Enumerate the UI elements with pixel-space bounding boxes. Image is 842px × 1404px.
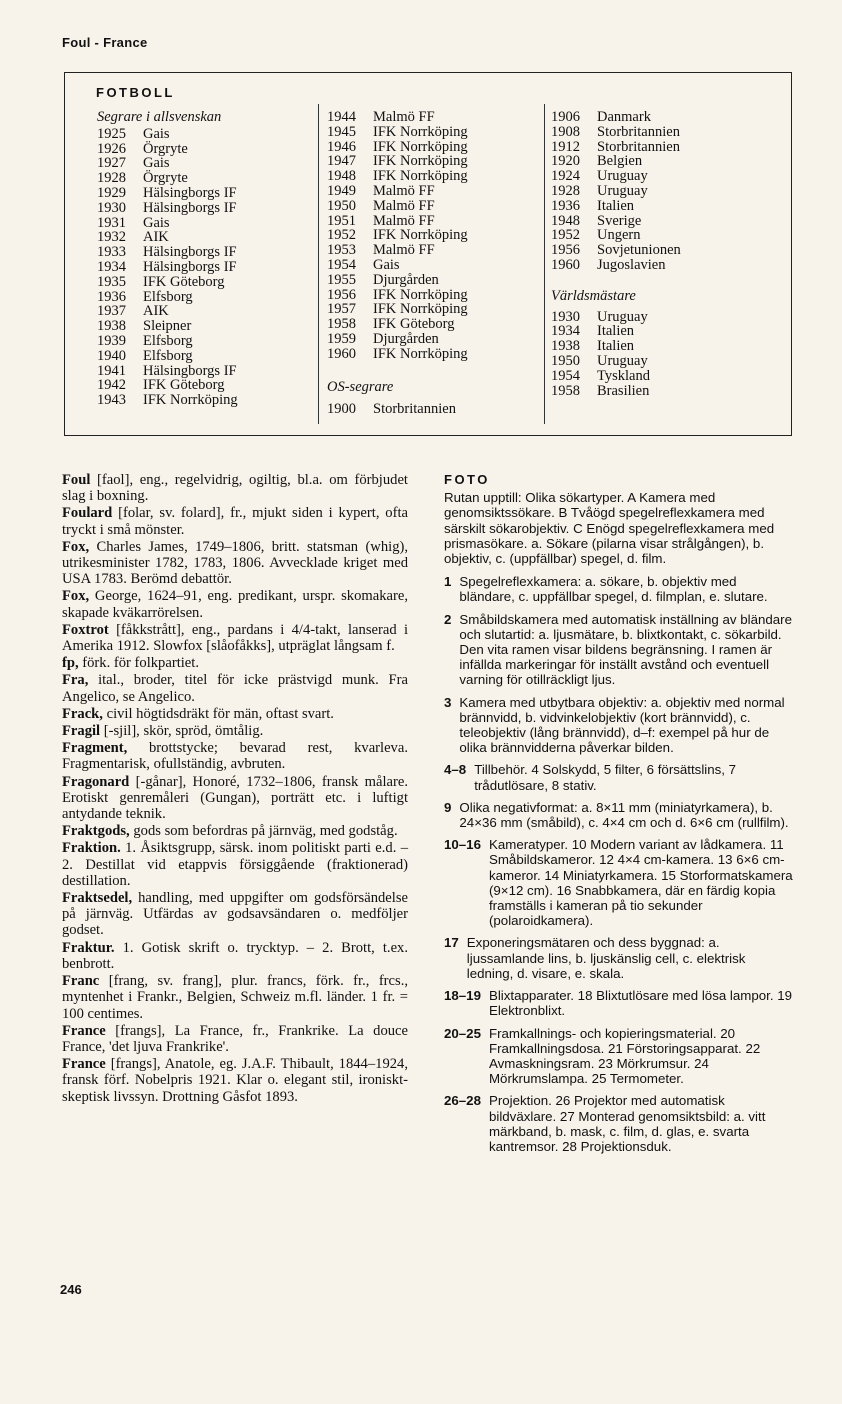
item-text: Exponeringsmätaren och dess byggnad: a. ljussamlande lins, b. ljuskänslig cell, c. elektrisk ledning, d. visare, e. skala. xyxy=(466,935,746,981)
winner-row xyxy=(97,201,238,216)
year: 1934 xyxy=(97,258,126,275)
winner-row xyxy=(97,349,238,364)
year: 1949 xyxy=(327,182,356,199)
item-number: 10–16 xyxy=(444,837,481,853)
foto-item xyxy=(444,574,794,604)
winner-row xyxy=(551,228,681,243)
team-name: Hälsingborgs IF xyxy=(143,199,237,216)
column-subtitle: Världsmästare xyxy=(551,287,636,304)
team-name: Gais xyxy=(373,256,400,273)
entry-headword: Fox, xyxy=(62,538,90,555)
winners-list xyxy=(551,110,681,273)
year: 1955 xyxy=(327,271,356,288)
entry-headword: Fra, xyxy=(62,672,89,689)
item-number: 17 xyxy=(444,935,459,951)
team-name: Djurgården xyxy=(373,330,439,347)
team-name: Sovjetunionen xyxy=(597,242,681,259)
year: 1935 xyxy=(97,273,126,290)
entry-definition: förk. för folkpartiet. xyxy=(78,655,199,672)
entry-headword: Fraktgods, xyxy=(62,823,130,840)
dictionary-entry xyxy=(62,472,408,504)
winner-row xyxy=(551,169,681,184)
team-name: Jugoslavien xyxy=(597,256,666,273)
year: 1960 xyxy=(551,256,580,273)
winner-row xyxy=(327,125,468,140)
year: 1920 xyxy=(551,153,580,170)
team-name: IFK Norrköping xyxy=(373,153,468,170)
foto-item xyxy=(444,1093,794,1154)
item-text: Kameratyper. 10 Modern variant av lådkamera. 11 Småbildskameror. 12 4×4 cm-kamera. 13 6×6 cm-kameror. 14 Miniatyrkamera. 15 Storformatskamera (9×12 cm). 16 Snabbkamera, där en färdig kopia framställs i kameran på tio sekunder (polaroidkamera). xyxy=(488,837,793,929)
entry-definition: [faol], eng., regelvidrig, ogiltig, bl.a. om förbjudet slag i boxning. xyxy=(62,472,408,505)
allsvenskan-column-continued xyxy=(327,110,468,417)
winner-row xyxy=(327,302,468,317)
dictionary-entry xyxy=(62,539,408,588)
entry-definition: 1. Gotisk skrift o. trycktyp. – 2. Brott, t.ex. benbrott. xyxy=(62,939,408,972)
entry-headword: Fragonard xyxy=(62,773,130,790)
year: 1946 xyxy=(327,138,356,155)
year: 1953 xyxy=(327,242,356,259)
entry-headword: Fraktion. xyxy=(62,840,121,857)
entry-headword: Foxtrot xyxy=(62,621,109,638)
entry-headword: Frack, xyxy=(62,705,103,722)
winners-list xyxy=(97,127,238,408)
dictionary-entry xyxy=(62,1056,408,1105)
team-name: Malmö FF xyxy=(373,212,435,229)
winner-row xyxy=(97,378,238,393)
winner-row xyxy=(551,184,681,199)
team-name: Elfsborg xyxy=(143,347,193,364)
entry-headword: Foulard xyxy=(62,505,113,522)
year: 1956 xyxy=(551,242,580,259)
winner-row xyxy=(327,243,468,258)
team-name: Uruguay xyxy=(597,308,648,325)
team-name: Hälsingborgs IF xyxy=(143,244,237,261)
entry-headword: Fox, xyxy=(62,588,90,605)
winner-row xyxy=(327,169,468,184)
team-name: Malmö FF xyxy=(373,109,435,125)
entry-definition: [-gånar], Honoré, 1732–1806, fransk målare. Erotiskt genremåleri (Gungan), porträtt etc. i luftigt antydande teknik. xyxy=(62,773,408,823)
year: 1940 xyxy=(97,347,126,364)
column-divider xyxy=(318,104,319,424)
team-name: IFK Norrköping xyxy=(373,123,468,140)
team-name: IFK Norrköping xyxy=(373,286,468,303)
foto-item xyxy=(444,695,794,756)
column-subtitle: OS-segrare xyxy=(327,378,394,395)
year: 1924 xyxy=(551,168,580,185)
entry-definition: brottstycke; bevarad rest, kvarleva. Fragmentarisk, ofullständig, avbruten. xyxy=(62,740,408,773)
year: 1954 xyxy=(551,367,580,384)
winner-row xyxy=(327,273,468,288)
team-name: IFK Norrköping xyxy=(373,345,468,362)
item-number: 26–28 xyxy=(444,1093,481,1109)
item-number: 20–25 xyxy=(444,1025,481,1041)
team-name: Malmö FF xyxy=(373,242,435,259)
year: 1926 xyxy=(97,140,126,157)
winner-row xyxy=(97,364,238,379)
team-name: Gais xyxy=(143,125,170,142)
year: 1933 xyxy=(97,244,126,261)
entry-definition: handling, med uppgifter om godsförsändelse på järnväg. Utfärdas av godsavsändaren o. medföljer godset. xyxy=(62,890,408,939)
team-name: Tyskland xyxy=(597,367,650,384)
column-divider xyxy=(544,104,545,424)
year: 1943 xyxy=(97,392,126,409)
item-number: 3 xyxy=(444,694,452,710)
item-text: Blixtapparater. 18 Blixtutlösare med lösa lampor. 19 Elektronblixt. xyxy=(488,988,793,1019)
dictionary-entry xyxy=(62,655,408,671)
team-name: Djurgården xyxy=(373,271,439,288)
entry-headword: France xyxy=(62,1056,106,1073)
winners-list xyxy=(327,402,468,417)
winners-list xyxy=(327,110,468,362)
entry-definition: [-sjil], skör, spröd, ömtålig. xyxy=(100,723,264,740)
team-name: IFK Göteborg xyxy=(143,377,225,394)
winner-row xyxy=(97,142,238,157)
winner-row xyxy=(551,199,681,214)
dictionary-entry xyxy=(62,973,408,1022)
dictionary-entry xyxy=(62,823,408,839)
winner-row xyxy=(327,258,468,273)
foto-items xyxy=(444,574,794,1154)
dictionary-entry xyxy=(62,723,408,739)
year: 1927 xyxy=(97,155,126,172)
winner-row xyxy=(327,347,468,362)
team-name: AIK xyxy=(143,229,169,246)
dictionary-entry xyxy=(62,890,408,939)
year: 1929 xyxy=(97,184,126,201)
team-name: Storbritannien xyxy=(597,123,680,140)
year: 1928 xyxy=(551,182,580,199)
year: 1948 xyxy=(327,168,356,185)
winner-row xyxy=(97,127,238,142)
winner-row xyxy=(97,171,238,186)
entry-definition: [fåkkstrått], eng., pardans i 4/4-takt, lanserad i Amerika 1912. Slowfox [slåofåkks], utpräglat långsam f. xyxy=(62,621,408,655)
team-name: Storbritannien xyxy=(597,138,680,155)
team-name: Malmö FF xyxy=(373,197,435,214)
team-name: Uruguay xyxy=(597,182,648,199)
dictionary-entry xyxy=(62,706,408,722)
winner-row xyxy=(551,369,681,384)
entry-definition: ital., broder, titel för icke prästvigd munk. Fra Angelico, se Angelico. xyxy=(62,672,408,705)
year: 1937 xyxy=(97,303,126,320)
winner-row xyxy=(327,140,468,155)
year: 1936 xyxy=(551,197,580,214)
year: 1938 xyxy=(97,318,126,335)
foto-item xyxy=(444,800,794,830)
foto-item xyxy=(444,988,794,1018)
team-name: IFK Norrköping xyxy=(143,392,238,409)
page-number: 246 xyxy=(60,1282,82,1297)
entry-headword: France xyxy=(62,1022,106,1039)
winner-row xyxy=(327,402,468,417)
winner-row xyxy=(551,243,681,258)
team-name: Hälsingborgs IF xyxy=(143,184,237,201)
winner-row xyxy=(97,216,238,231)
dictionary-entry xyxy=(62,672,408,704)
dictionary-entry xyxy=(62,588,408,620)
team-name: Elfsborg xyxy=(143,332,193,349)
winner-row xyxy=(97,393,238,408)
dictionary-entry xyxy=(62,940,408,972)
dictionary-entry xyxy=(62,622,408,654)
year: 1942 xyxy=(97,377,126,394)
winner-row xyxy=(551,110,681,125)
team-name: Danmark xyxy=(597,109,651,125)
team-name: Hälsingborgs IF xyxy=(143,258,237,275)
entry-definition: [folar, sv. folard], fr., mjukt siden i kypert, ofta tryckt i små mönster. xyxy=(62,505,408,538)
item-text: Småbildskamera med automatisk inställning av bländare och slutartid: a. ljusmätare, b. blixtkontakt, c. sökarbild. Den vita ramen visar bildens begränsning. I ramen är infällda markeringar för inställt avstånd och eventuell varning för otillräckligt ljus. xyxy=(459,611,792,688)
entry-definition: [frangs], La France, fr., Frankrike. La douce France, 'det ljuva Frankrike'. xyxy=(62,1022,408,1055)
year: 1951 xyxy=(327,212,356,229)
entry-headword: Fragil xyxy=(62,723,101,740)
year: 1958 xyxy=(551,382,580,399)
world-champions-column xyxy=(551,110,681,398)
item-text: Kamera med utbytbara objektiv: a. objektiv med normal brännvidd, b. vidvinkelobjektiv (kort brännvidd), c. teleobjektiv (lång brännvidd), d–f: exempel på hur de olika brännvidderna påverkar bilden. xyxy=(459,694,785,756)
winner-row xyxy=(551,354,681,369)
team-name: IFK Norrköping xyxy=(373,138,468,155)
team-name: IFK Göteborg xyxy=(143,273,225,290)
entry-headword: Fraktur. xyxy=(62,939,115,956)
team-name: Sverige xyxy=(597,212,642,229)
item-number: 1 xyxy=(444,574,452,590)
year: 1912 xyxy=(551,138,580,155)
year: 1956 xyxy=(327,286,356,303)
year: 1930 xyxy=(551,308,580,325)
year: 1944 xyxy=(327,109,356,125)
allsvenskan-column xyxy=(97,110,238,408)
dictionary-entry xyxy=(62,1023,408,1055)
entry-headword: Fragment, xyxy=(62,740,128,757)
entry-headword: Franc xyxy=(62,973,100,990)
winners-list xyxy=(551,310,681,399)
winner-row xyxy=(327,214,468,229)
item-text: Spegelreflexkamera: a. sökare, b. objektiv med bländare, c. uppfällbar spegel, d. filmplan, e. slutare. xyxy=(459,574,768,605)
team-name: Gais xyxy=(143,155,170,172)
item-text: Framkallnings- och kopieringsmaterial. 20 Framkallningsdosa. 21 Förstoringsapparat. 22 Avmaskningsram. 23 Mörkrumsur. 24 Mörkrumslampa. 25 Termometer. xyxy=(488,1025,761,1087)
winner-row xyxy=(97,275,238,290)
year: 1939 xyxy=(97,332,126,349)
team-name: Brasilien xyxy=(597,382,650,399)
item-number: 4–8 xyxy=(444,762,467,778)
year: 1945 xyxy=(327,123,356,140)
winner-row xyxy=(97,290,238,305)
winner-row xyxy=(551,324,681,339)
dictionary-entry xyxy=(62,840,408,889)
box-title: FOTBOLL xyxy=(96,85,175,100)
entry-definition: 1. Åsiktsgrupp, särsk. inom politiskt parti e.d. – 2. Destillat vid etappvis försiggående (fraktionerad) destillation. xyxy=(62,840,408,889)
year: 1934 xyxy=(551,323,580,340)
winner-row xyxy=(551,154,681,169)
year: 1925 xyxy=(97,125,126,142)
entry-headword: Foul xyxy=(62,472,91,488)
team-name: IFK Norrköping xyxy=(373,301,468,318)
winner-row xyxy=(327,228,468,243)
winner-row xyxy=(551,125,681,140)
foto-item xyxy=(444,935,794,981)
winner-row xyxy=(551,384,681,399)
winner-row xyxy=(97,156,238,171)
foto-title: FOTO xyxy=(444,472,490,487)
year: 1952 xyxy=(327,227,356,244)
team-name: Örgryte xyxy=(143,170,188,187)
team-name: Storbritannien xyxy=(373,401,456,418)
foto-item xyxy=(444,1026,794,1087)
team-name: IFK Norrköping xyxy=(373,168,468,185)
winner-row xyxy=(551,140,681,155)
foto-intro: Rutan upptill: Olika sökartyper. A Kamera med genomsiktssökare. B Tvåögd spegelreflexkamera med särskilt sökarobjektiv. C Enögd spegelreflexkamera med prismasökare. a. Sökare (pilarna visar strålgången), b. objektiv, c. (uppfällbar) spegel, d. film. xyxy=(444,490,775,567)
team-name: Elfsborg xyxy=(143,288,193,305)
year: 1931 xyxy=(97,214,126,231)
entry-definition: Charles James, 1749–1806, britt. statsman (whig), utrikesminister 1782, 1783, 1806. Avvecklade kriget med USA 1783. Berömd debattör. xyxy=(62,538,408,588)
dictionary-entry xyxy=(62,774,408,823)
team-name: Ungern xyxy=(597,227,641,244)
team-name: AIK xyxy=(143,303,169,320)
year: 1928 xyxy=(97,170,126,187)
team-name: Italien xyxy=(597,197,635,214)
winner-row xyxy=(97,304,238,319)
year: 1941 xyxy=(97,362,126,379)
item-text: Olika negativformat: a. 8×11 mm (miniatyrkamera), b. 24×36 mm (småbild), c. 4×4 cm och d. 6×6 cm (rullfilm). xyxy=(459,799,789,831)
team-name: IFK Norrköping xyxy=(373,227,468,244)
winner-row xyxy=(327,184,468,199)
item-number: 2 xyxy=(444,611,452,627)
entry-definition: George, 1624–91, eng. predikant, urspr. skomakare, skapade kväkarrörelsen. xyxy=(62,588,408,621)
dictionary-entry xyxy=(62,505,408,537)
winner-row xyxy=(551,214,681,229)
winner-row xyxy=(327,317,468,332)
year: 1936 xyxy=(97,288,126,305)
item-number: 18–19 xyxy=(444,988,481,1004)
year: 1954 xyxy=(327,256,356,273)
winner-row xyxy=(97,230,238,245)
winner-row xyxy=(327,110,468,125)
year: 1906 xyxy=(551,109,580,125)
item-number: 9 xyxy=(444,799,452,815)
year: 1952 xyxy=(551,227,580,244)
year: 1908 xyxy=(551,123,580,140)
team-name: Sleipner xyxy=(143,318,192,335)
team-name: Belgien xyxy=(597,153,643,170)
winner-row xyxy=(97,260,238,275)
winner-row xyxy=(327,332,468,347)
team-name: Italien xyxy=(597,338,635,355)
team-name: Uruguay xyxy=(597,168,648,185)
item-text: Projektion. 26 Projektor med automatisk bildväxlare. 27 Monterad genomsiktsbild: a. vitt märkband, b. mask, c. film, d. glas, e. svarta kantremsor. 28 Projektionsduk. xyxy=(488,1093,766,1154)
team-name: Malmö FF xyxy=(373,182,435,199)
year: 1947 xyxy=(327,153,356,170)
year: 1950 xyxy=(327,197,356,214)
year: 1932 xyxy=(97,229,126,246)
winner-row xyxy=(327,199,468,214)
dictionary-entries xyxy=(62,472,408,1106)
item-text: Tillbehör. 4 Solskydd, 5 filter, 6 försättslins, 7 trådutlösare, 8 stativ. xyxy=(474,762,737,793)
year: 1900 xyxy=(327,401,356,418)
year: 1959 xyxy=(327,330,356,347)
team-name: Uruguay xyxy=(597,352,648,369)
foto-section xyxy=(444,472,794,1161)
winner-row xyxy=(551,310,681,325)
year: 1960 xyxy=(327,345,356,362)
winner-row xyxy=(551,339,681,354)
entry-definition: [frangs], Anatole, eg. J.A.F. Thibault, 1844–1924, fransk förf. Nobelpris 1921. Klar o. elegant stil, ironiskt-skeptisk livssyn. Drottning Gåsfot 1893. xyxy=(62,1056,408,1105)
entry-definition: [frang, sv. frang], plur. francs, förk. fr., frcs., myntenhet i Frankr., Belgien, Schweiz m.fl. länder. 1 fr. = 100 centimes. xyxy=(62,973,408,1022)
winner-row xyxy=(97,245,238,260)
team-name: Gais xyxy=(143,214,170,231)
year: 1930 xyxy=(97,199,126,216)
team-name: Hälsingborgs IF xyxy=(143,362,237,379)
winner-row xyxy=(97,186,238,201)
year: 1957 xyxy=(327,301,356,318)
year: 1950 xyxy=(551,352,580,369)
year: 1958 xyxy=(327,316,356,333)
winner-row xyxy=(97,334,238,349)
running-header: Foul - France xyxy=(62,35,148,50)
team-name: Italien xyxy=(597,323,635,340)
winner-row xyxy=(97,319,238,334)
year: 1948 xyxy=(551,212,580,229)
dictionary-entry xyxy=(62,740,408,772)
column-subtitle: Segrare i allsvenskan xyxy=(97,109,222,125)
winner-row xyxy=(327,154,468,169)
team-name: Örgryte xyxy=(143,140,188,157)
winner-row xyxy=(327,288,468,303)
team-name: IFK Göteborg xyxy=(373,316,455,333)
year: 1938 xyxy=(551,338,580,355)
foto-item xyxy=(444,762,794,792)
foto-item xyxy=(444,612,794,688)
entry-definition: gods som befordras på järnväg, med godståg. xyxy=(129,823,398,840)
winner-row xyxy=(551,258,681,273)
entry-headword: Fraktsedel, xyxy=(62,890,133,907)
entry-definition: civil högtidsdräkt för män, oftast svart. xyxy=(102,705,334,722)
foto-item xyxy=(444,837,794,928)
entry-headword: fp, xyxy=(62,655,79,672)
